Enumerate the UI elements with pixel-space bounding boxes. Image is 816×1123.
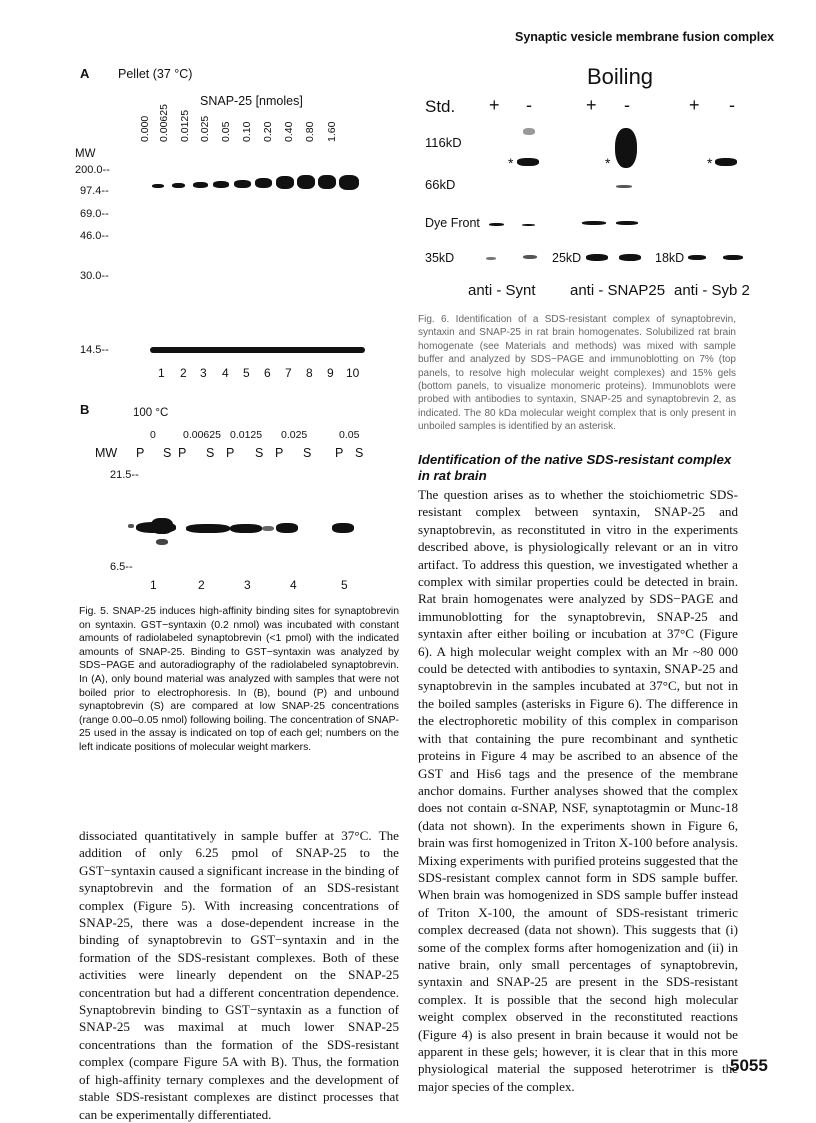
mw-marker: 6.5-- [110, 561, 133, 573]
mw-marker: 97.4-- [80, 185, 109, 197]
lane-number: 9 [327, 366, 334, 380]
mw-header: MW [95, 446, 118, 460]
fraction-label: S [255, 446, 264, 460]
marker-label: 18kD [655, 251, 685, 265]
antibody-label: anti - Synt [468, 282, 536, 299]
mw-marker: 21.5-- [110, 469, 139, 481]
conc-label: 0.0125 [179, 109, 191, 142]
panel-b-label: B [80, 402, 90, 417]
panel-b-title: 100 °C [133, 407, 169, 419]
running-head: Synaptic vesicle membrane fusion complex [515, 30, 775, 44]
sign-label: - [624, 95, 630, 115]
fraction-label: S [303, 446, 312, 460]
mw-marker: 200.0-- [75, 164, 110, 176]
fraction-label: P [178, 446, 187, 460]
fig6 [400, 55, 750, 315]
conc-label: 0.00625 [158, 104, 170, 142]
mw-marker: 14.5-- [80, 344, 109, 356]
antibody-label: anti - SNAP25 [570, 282, 666, 299]
fig6-title: Boiling [587, 64, 654, 89]
conc-label: 0.025 [199, 115, 211, 142]
snap25-label: SNAP-25 [nmoles] [200, 94, 303, 108]
lane-number: 1 [150, 578, 157, 592]
fraction-label: S [206, 446, 215, 460]
lane-number: 5 [243, 366, 250, 380]
conc-label: 0.20 [262, 121, 274, 142]
lane-number: 2 [198, 578, 205, 592]
sign-label: + [689, 95, 700, 115]
lane-number: 8 [306, 366, 313, 380]
lane-number: 10 [346, 366, 360, 380]
lane-number: 4 [290, 578, 297, 592]
conc-label: 0.0125 [230, 429, 263, 441]
section-title: Identification of the native SDS-resistant complex in rat brain [418, 452, 732, 483]
fraction-label: S [163, 446, 172, 460]
asterisk-marker: * [707, 155, 713, 171]
conc-label: 0.00625 [183, 429, 221, 441]
fig5-caption: Fig. 5. SNAP-25 induces high-affinity binding sites for synaptobrevin on syntaxin. GST−syntaxin (0.2 nmol) was incubated with constant amounts of radiolabeled synaptobrevin (<1 pmol) with the indicated amounts of SNAP-25. Binding to GST−syntaxin was analyzed by SDS−PAGE and autoradiography of the radiolabeled synaptobrevin. In (A), only bound material was analyzed with samples that were not boiled prior to electrophoresis. In (B), bound (P) and unbound synaptobrevin (S) are compared at low SNAP-25 concentrations (range 0.00–0.05 nmol) following boiling. The concentration of SNAP-25 used in the assay is indicated on top of each gel; numbers on the left indicate positions of molecular weight markers. [79, 606, 399, 753]
lane-number: 5 [341, 578, 348, 592]
asterisk-marker: * [605, 155, 611, 171]
antibody-label: anti - Syb 2 [674, 282, 750, 299]
fig5-panel-a [0, 0, 400, 400]
fraction-label: S [355, 446, 364, 460]
fig5-panel-b [0, 400, 400, 600]
fig6-caption: Fig. 6. Identification of a SDS-resistant complex of synaptobrevin, syntaxin and SNAP-25 in rat brain homogenates. Solubilized rat brain homogenate (see Materials and methods) was mixed with sample buffer and analyzed by SDS−PAGE and immunoblotting on 7% (top panels, to resolve high molecular weight complexes) and 15% gels (bottom panels, to visualize monomeric proteins). Immunoblots were probed with antibodies to syntaxin, SNAP-25 and synaptobrevin 2, as indicated. The 80 kDa molecular weight complex that is only present in unboiled samples is identified by an asterisk. [418, 314, 736, 433]
sign-label: + [489, 95, 500, 115]
mw-marker: 30.0-- [80, 270, 109, 282]
sign-label: - [729, 95, 735, 115]
mw-header: MW [75, 148, 96, 160]
conc-label: 0.10 [241, 121, 253, 142]
fraction-label: P [136, 446, 145, 460]
right-column-text: The question arises as to whether the stoichiometric SDS-resistant complex between syntaxin, SNAP-25 and synaptobrevin, as reconstituted in vitro in the experiments described above, is physiologically relevant or an in vitro artifact. To address this question, we investigated whether a complex with similar properties could be detected in brain. Rat brain homogenates were analyzed by SDS−PAGE and immunoblotting for the synaptobrevin, SNAP-25 and syntaxin after either boiling or incubation at 37°C (Figure 6). A high molecular weight complex with an Mr ~80 000 could be detected with antibodies to syntaxin, SNAP-25 and synaptobrevin in the samples incubated at 37°C, but not in the boiled samples (asterisks in Figure 6). The difference in the electrophoretic mobility of this complex in comparison with that containing the pure recombinant and synthetic proteins in Figure 4 may be ascribed to an absence of the GST and His6 tags and the presence of the membrane anchor domains. Further analyses showed that the complex does not contain α-SNAP, NSF, synaptotagmin or Munc-18 (data not shown). In the experiments shown in Figure 6, brain was first homogenized in Triton X-100 before analysis. Mixing experiments with purified proteins suggested that the SDS-resistant complex cannot form in SDS sample buffer. When brain was homogenized in SDS sample buffer instead of Triton X-100, the amount of SDS-resistant trimeric complex decreased (data not shown). This suggests that (i) some of the complex forms after homogenization and (ii) in native brain, only small percentages of synaptobrevin, syntaxin and SNAP-25 are present in the SDS-resistant complex. It is possible that the second high molecular weight complex observed in the reconstituted reactions (Figure 4) is also present in brain because it would not be apparent in these gels; however, it is clear that in this more physiological material the supposed heterotrimer is the major species of the complex. [418, 487, 738, 1094]
fraction-label: P [335, 446, 344, 460]
conc-label: 0.40 [283, 121, 295, 142]
lane-number: 7 [285, 366, 292, 380]
marker-label: 25kD [552, 251, 582, 265]
panel-a-label: A [80, 66, 90, 81]
lane-number: 2 [180, 366, 187, 380]
marker-label: Dye Front [425, 216, 480, 230]
conc-label: 0.05 [339, 429, 360, 441]
fraction-label: P [226, 446, 235, 460]
lane-number: 1 [158, 366, 165, 380]
panel-a-title: Pellet (37 °C) [118, 67, 193, 81]
lane-number: 4 [222, 366, 229, 380]
fraction-label: P [275, 446, 284, 460]
sign-label: - [526, 95, 532, 115]
mw-marker: 69.0-- [80, 208, 109, 220]
marker-label: 116kD [425, 135, 462, 150]
lane-number: 3 [200, 366, 207, 380]
sign-label: + [586, 95, 597, 115]
conc-label: 0.025 [281, 429, 308, 441]
page-number: 5055 [730, 1056, 768, 1075]
lane-number: 3 [244, 578, 251, 592]
asterisk-marker: * [508, 155, 514, 171]
marker-label: 35kD [425, 251, 455, 265]
conc-label: 0.80 [304, 121, 316, 142]
std-label: Std. [425, 97, 456, 116]
mw-marker: 46.0-- [80, 230, 109, 242]
conc-label: 0 [150, 429, 156, 441]
lane-number: 6 [264, 366, 271, 380]
conc-label: 1.60 [326, 121, 338, 142]
conc-label: 0.05 [220, 121, 232, 142]
left-column-text: dissociated quantitatively in sample buffer at 37°C. The addition of only 6.25 pmol of SNAP-25 to the GST−syntaxin caused a significant increase in the binding of synaptobrevin and the formation of an SDS-resistant complex (Figure 5). With increasing concentrations of SNAP-25, there was a dose-dependent increase in the binding of synaptobrevin to GST−syntaxin and in the formation of the SDS-resistant complexes. Both of these activities were linearly dependent on the SNAP-25 concentration but had a different concentration dependence. Synaptobrevin binding to GST−syntaxin as a function of SNAP-25 was maximal at much lower SNAP-25 concentrations than the formation of the SDS-resistant complex (compare Figure 5A with B). Thus, the formation of high-affinity ternary complexes and the development of stable SDS-resistant complexes are distinct processes that can be experimentally differentiated. [79, 828, 399, 1122]
conc-label: 0.000 [139, 115, 151, 142]
marker-label: 66kD [425, 177, 456, 192]
